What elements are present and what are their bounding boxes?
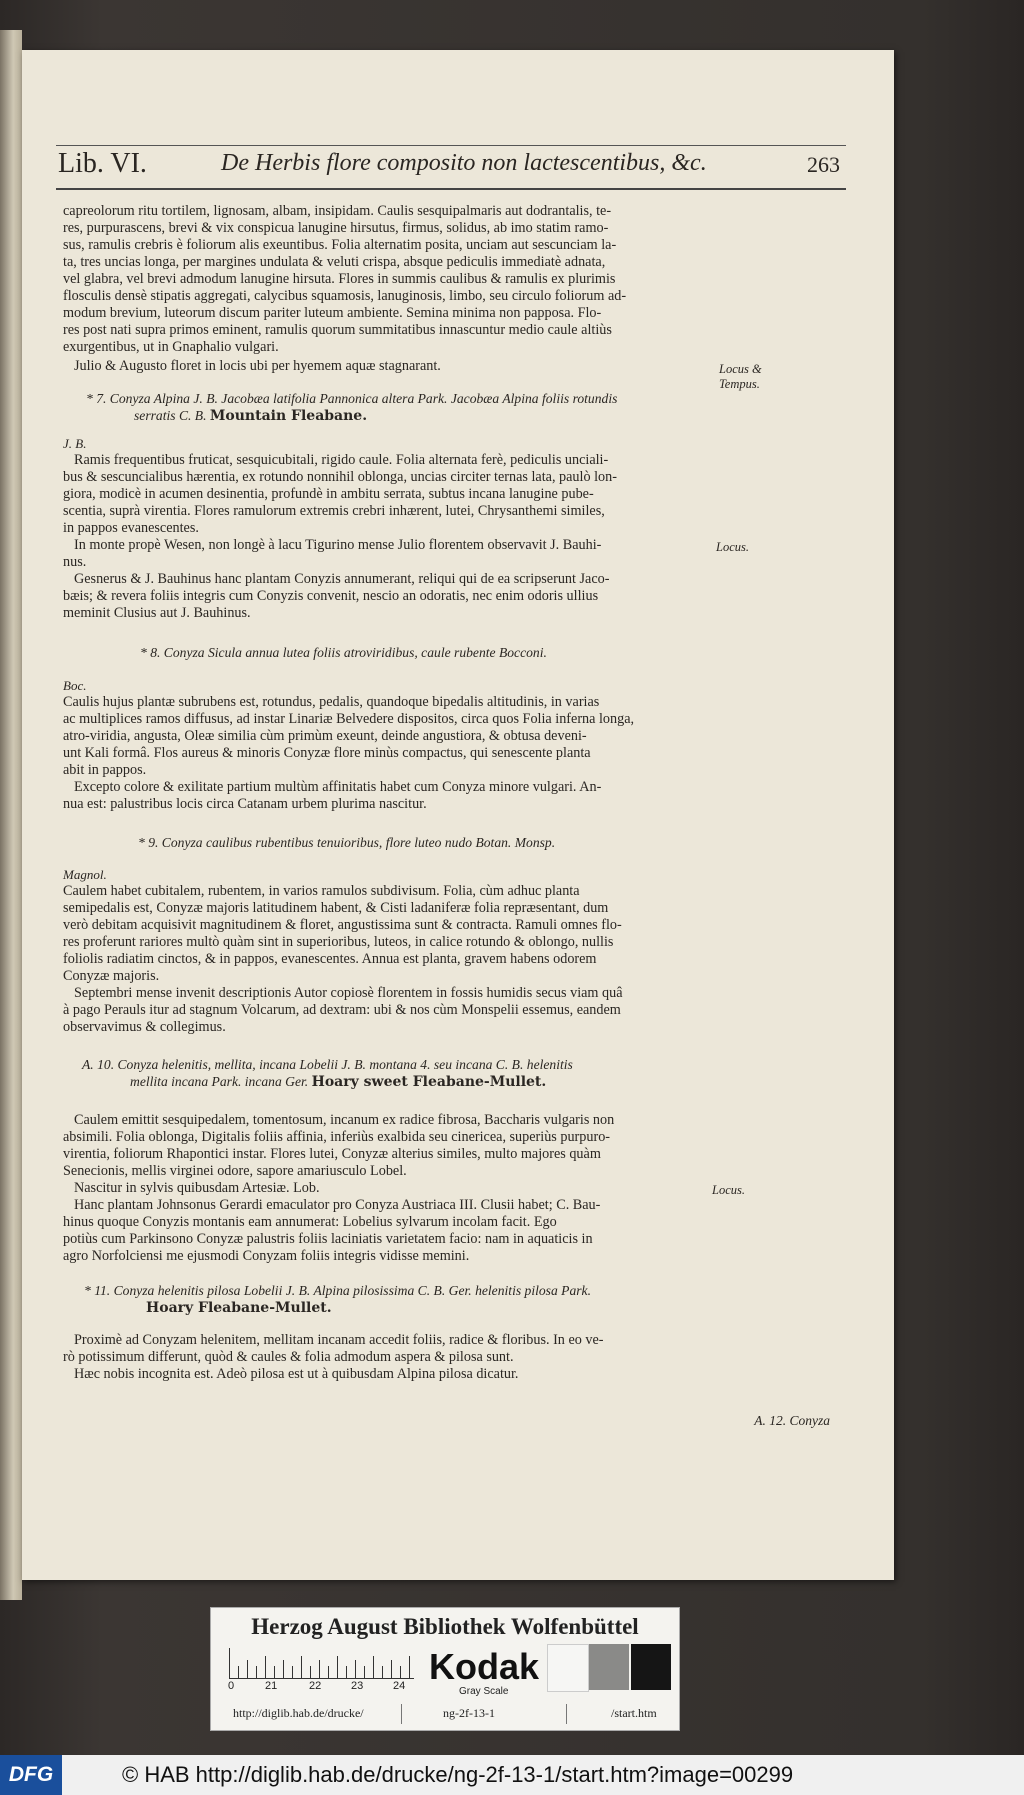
text-line: Caulis hujus plantæ subrubens est, rotundus, pedalis, quandoque bipedalis altitudinis, in varias [63, 694, 600, 710]
species-heading: * 11. Conyza helenitis pilosa Lobelii J. B. Alpina pilosissima C. B. Ger. helenitis pilosa Park. [84, 1283, 591, 1298]
source-abbrev: J. B. [63, 436, 87, 451]
text-line: In monte propè Wesen, non longè à lacu Tigurino mense Julio florentem observavit J. Bauhi- [74, 537, 602, 553]
dfg-logo[interactable]: DFG [0, 1755, 62, 1795]
text-line: exurgentibus, ut in Gnaphalio vulgari. [63, 339, 279, 355]
ruler-number: 23 [351, 1680, 364, 1692]
book-number: Lib. VI. [58, 148, 147, 179]
text-line: Caulem emittit sesquipedalem, tomentosum, incanum ex radice fibrosa, Baccharis vulgaris non [74, 1112, 615, 1128]
text-line: absimili. Folia oblonga, Digitalis foliis affinia, inferiùs exalbida seu cinericea, superiùs purpuro- [63, 1129, 611, 1145]
kodak-logo: Kodak [429, 1646, 540, 1687]
species-heading: * 9. Conyza caulibus rubentibus tenuioribus, flore luteo nudo Botan. Monsp. [138, 835, 556, 850]
gray-scale-label: Gray Scale [459, 1686, 509, 1697]
gray-swatch-white [547, 1644, 589, 1692]
source-abbrev: Magnol. [63, 867, 107, 882]
gray-swatch-black [631, 1644, 671, 1690]
text-line: bus & sescuncialibus hærentia, ex rotundo nonnihil oblonga, uncias circiter ternas lata, paulò lon- [63, 469, 617, 485]
text-line: à pago Perauls itur ad stagnum Volcarum, ad dextram: ubi & nos cùm Monspelii essemus, eandem [63, 1002, 621, 1018]
library-color-card [210, 1607, 680, 1731]
ruler-number: 22 [309, 1680, 322, 1692]
text-line: unt Kali formâ. Flos aureus & minoris Conyzæ flore minùs compactus, qui senescente planta [63, 745, 591, 761]
copyright-link[interactable]: © HAB http://diglib.hab.de/drucke/ng-2f-13-1/start.htm?image=00299 [122, 1762, 794, 1787]
text-line: abit in pappos. [63, 762, 147, 778]
url-part: http://diglib.hab.de/drucke/ [233, 1706, 364, 1720]
page-number: 263 [807, 152, 840, 177]
text-line: Ramis frequentibus fruticat, sesquicubitali, rigido caule. Folia alternata ferè, pediculis unciali- [74, 452, 609, 468]
species-heading-continued [146, 1299, 332, 1317]
text-line: potiùs cum Parkinsono Conyzæ palustris foliis laciniatis varietatem facio: nam in aquaticis in [63, 1231, 593, 1247]
margin-note: Locus. [716, 540, 749, 554]
text-line: atro-viridia, angusta, Oleæ similia cùm primùm exeunt, deinde angustiora, & obtusa deveni- [63, 728, 587, 744]
text-line: res, purpurascens, brevi & vix conspicua lanugine hirsutus, firmus, solidus, ab imo statim ramo- [63, 220, 609, 236]
text-line: Septembri mense invenit descriptionis Autor copiosè florentem in fossis humidis secus viam quâ [74, 985, 623, 1001]
species-heading-continued: mellita incana Park. incana Ger. Hoary sweet Fleabane-Mullet. [130, 1074, 547, 1090]
text-line: res post nati supra primos eminent, ramulis quorum summitatibus innascuntur medio caule altiùs [63, 322, 612, 338]
english-name: Hoary Fleabane-Mullet. [146, 1300, 332, 1316]
margin-note: Locus. [712, 1183, 745, 1197]
species-heading: A. 10. Conyza helenitis, mellita, incana Lobelii J. B. montana 4. seu incana C. B. helenitis [82, 1057, 573, 1072]
text-line: foliolis radiatim cinctos, & in pappos, evanescentes. Annua est planta, gravem habens odorem [63, 951, 597, 967]
source-abbrev: Boc. [63, 678, 87, 693]
text-line: nus. [63, 554, 87, 570]
species-heading-continued: serratis C. B. Mountain Fleabane. [134, 408, 368, 424]
species-heading: * 8. Conyza Sicula annua lutea foliis atroviridibus, caule rubente Bocconi. [140, 645, 547, 660]
previous-page-edge [0, 30, 22, 1600]
library-name: Herzog August Bibliothek Wolfenbüttel [251, 1614, 639, 1639]
ruler-number: 0 [228, 1680, 235, 1692]
ruler-number: 21 [265, 1680, 278, 1692]
text-line: res proferunt rariores multò quàm sint in superioribus, luteos, in calice rotundo & oblongo, nullis [63, 934, 614, 950]
running-title: De Herbis flore composito non lactescentibus, &c. [221, 150, 707, 176]
margin-note: Tempus. [719, 377, 760, 391]
text-line: nua est: palustribus locis circa Catanam urbem plurima nascitur. [63, 796, 427, 812]
text-line: ac multiplices ramos diffusus, ad instar Linariæ Belvedere dispositos, circa quos Folia inferna longa, [63, 711, 635, 727]
text-line: Hæc nobis incognita est. Adeò pilosa est ut à quibusdam Alpina pilosa dicatur. [74, 1366, 519, 1382]
measurement-ruler [229, 1648, 414, 1679]
species-heading: * 7. Conyza Alpina J. B. Jacobæa latifolia Pannonica altera Park. Jacobæa Alpina foliis rotundis [86, 391, 618, 406]
footer-bar [0, 1755, 1024, 1795]
text-line: Excepto colore & exilitate partium multùm affinitatis habet cum Conyza minore vulgari. An- [74, 779, 602, 795]
text-line: flosculis densè stipatis aggregati, calycibus squamosis, lanuginosis, limbo, seu circulo foliorum ad- [63, 288, 627, 304]
english-name: Mountain Fleabane. [209, 408, 368, 424]
text-line: vel glabra, vel brevi admodum lanugine hirsuta. Flores in summis caulibus & ramulis ex plurimis [63, 271, 616, 287]
text-line: in pappos evanescentes. [63, 520, 199, 536]
text-line: scentia, suprà virentia. Flores ramulorum extremis crebri inhærent, lutei, Chrysanthemi similes, [63, 503, 605, 519]
text-line: agro Norfolciensi me ejusmodi Conyzam foliis integris vidisse memini. [63, 1248, 470, 1264]
text-line: Senecionis, mellis virginei odore, sapore amariusculo Lobel. [63, 1163, 407, 1179]
page-header [56, 145, 846, 190]
text-line: verò debitam acquisivit magnitudinem & floret, angustissima sunt & contracta. Ramuli omnes flo- [63, 917, 622, 933]
catchword: A. 12. Conyza [754, 1413, 830, 1428]
gray-swatch-mid [589, 1644, 629, 1690]
text-line: Julio & Augusto floret in locis ubi per hyemem aquæ stagnarant. [74, 358, 441, 374]
ruler-number: 24 [393, 1680, 406, 1692]
url-part: ng-2f-13-1 [443, 1706, 495, 1720]
text-line: giora, modicè in acumen desinentia, profundè in ambitu serrata, subtus incana lanugine pube- [63, 486, 594, 502]
margin-note: Locus & [719, 362, 762, 376]
text-line: Proximè ad Conyzam helenitem, mellitam incanam accedit foliis, radice & floribus. In eo ve- [74, 1332, 604, 1348]
url-part: /start.htm [611, 1706, 657, 1720]
text-line: semipedalis est, Conyzæ majoris latitudinem habent, & Cisti ladaniferæ folia repræsentant, dum [63, 900, 609, 916]
text-line: observavimus & collegimus. [63, 1019, 226, 1035]
text-line: virentia, foliorum Rhapontici instar. Flores lutei, Conyzæ alterius similes, multo majores quàm [63, 1146, 601, 1162]
text-line: Caulem habet cubitalem, rubentem, in varios ramulos subdivisum. Folia, cùm adhuc planta [63, 883, 580, 899]
book-page [22, 50, 894, 1580]
text-line: Nascitur in sylvis quibusdam Artesiæ. Lob. [74, 1180, 320, 1196]
text-line: rò potissimum differunt, quòd & caules & folia admodum aspera & pilosa sunt. [63, 1349, 514, 1365]
text-line: bæis; & revera foliis integris cum Conyzis convenit, nescio an odoratis, nec enim odoris ullius [63, 588, 599, 604]
text-line: capreolorum ritu tortilem, lignosam, albam, insipidam. Caulis sesquipalmaris aut dodrantalis, te- [63, 203, 612, 219]
text-line: Gesnerus & J. Bauhinus hanc plantam Conyzis annumerant, reliqui qui de ea scripserunt Jaco- [74, 571, 610, 587]
text-line: Conyzæ majoris. [63, 968, 160, 984]
text-line: ta, tres uncias longa, per margines undulata & veluti crispa, absque pediculis immediatè adnata, [63, 254, 606, 270]
text-line: hinus quoque Conyzis montanis eam annumerat: Lobelius sylvarum incolam facit. Ego [63, 1214, 557, 1230]
english-name: Hoary sweet Fleabane-Mullet. [311, 1074, 547, 1090]
text-line: sus, ramulis crebris è foliorum alis exeuntibus. Folia alternatim posita, unciam aut sescunciam la- [63, 237, 617, 253]
text-line: Hanc plantam Johnsonus Gerardi emaculator pro Conyza Austriaca III. Clusii habet; C. Bau- [74, 1197, 601, 1213]
text-line: meminit Clusius aut J. Bauhinus. [63, 605, 251, 621]
text-line: modum brevium, luteorum discum pariter luteum ambiente. Semina minima non papposa. Flo- [63, 305, 602, 321]
